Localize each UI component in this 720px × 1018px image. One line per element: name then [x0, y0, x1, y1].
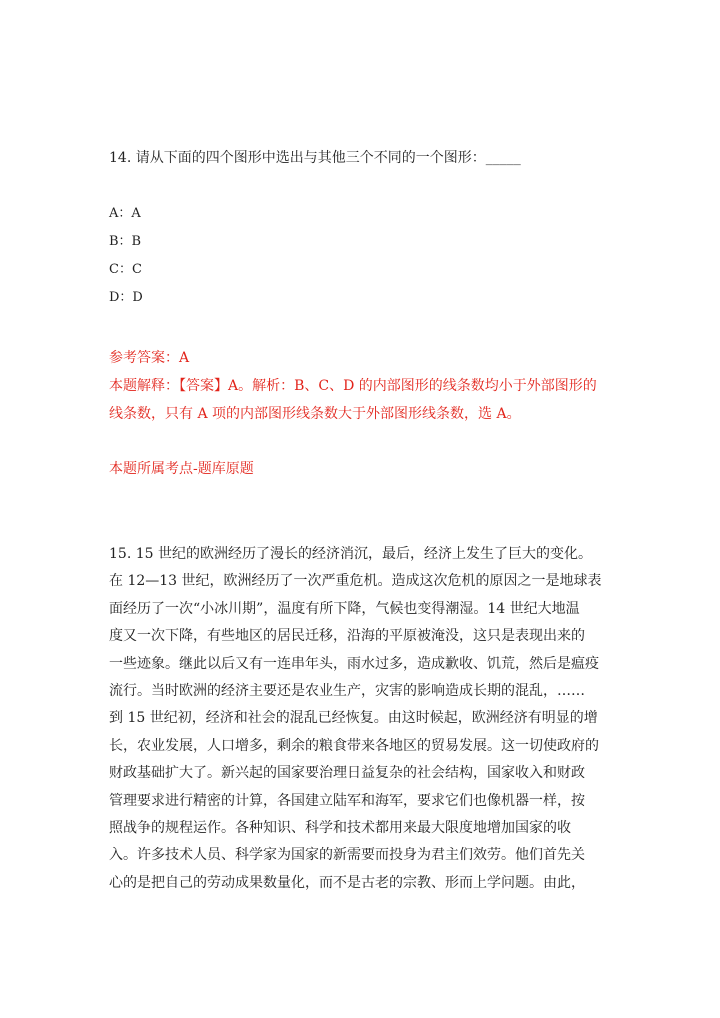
- option-b: B：B: [109, 234, 142, 249]
- passage-line: 长，农业发展，人口增多，剩余的粮食带来各地区的贸易发展。这一切使政府的: [109, 737, 599, 754]
- option-a: A：A: [109, 206, 141, 221]
- passage-line: 面经历了一次“小冰川期”，温度有所下降，气候也变得潮湿。14 世纪大地温: [109, 600, 580, 617]
- passage-line: 在 12—13 世纪，欧洲经历了一次严重危机。造成这次危机的原因之一是地球表: [109, 573, 602, 590]
- option-d: D：D: [109, 290, 143, 305]
- passage-line: 财政基础扩大了。新兴起的国家要治理日益复杂的社会结构，国家收入和财政: [109, 765, 585, 782]
- topic-label: 本题所属考点-题库原题: [109, 461, 254, 477]
- option-c: C：C: [109, 262, 142, 277]
- passage-line: 度又一次下降，有些地区的居民迁移，沿海的平原被淹没，这只是表现出来的: [109, 628, 585, 645]
- explanation-line: 线条数，只有 A 项的内部图形线条数大于外部图形线条数，选 A。: [109, 406, 521, 422]
- question-14-stem: 14. 请从下面的四个图形中选出与其他三个不同的一个图形：_____: [109, 150, 521, 166]
- question-14-options: [109, 204, 143, 316]
- question-15-passage: [109, 541, 614, 897]
- reference-answer: 参考答案：A: [109, 350, 190, 366]
- answer-block: [109, 344, 614, 428]
- passage-line: 流行。当时欧洲的经济主要还是农业生产，灾害的影响造成长期的混乱，……: [109, 682, 585, 699]
- passage-line: 照战争的规程运作。各种知识、科学和技术都用来最大限度地增加国家的收: [109, 819, 571, 836]
- passage-line: 入。许多技术人员、科学家为国家的新需要而投身为君主们效劳。他们首先关: [109, 847, 585, 864]
- passage-line: 一些迹象。继此以后又有一连串年头，雨水过多，造成歉收、饥荒，然后是瘟疫: [109, 655, 599, 672]
- passage-line: 心的是把自己的劳动成果数量化，而不是古老的宗教、形而上学问题。由此，: [109, 874, 585, 891]
- passage-line: 到 15 世纪初，经济和社会的混乱已经恢复。由这时候起，欧洲经济有明显的增: [109, 710, 598, 727]
- explanation-line: 本题解释：【答案】A。解析：B、C、D 的内部图形的线条数均小于外部图形的: [109, 378, 597, 394]
- passage-line: 15. 15 世纪的欧洲经历了漫长的经济消沉，最后，经济上发生了巨大的变化。: [109, 546, 592, 562]
- passage-line: 管理要求进行精密的计算，各国建立陆军和海军，要求它们也像机器一样，按: [109, 792, 585, 809]
